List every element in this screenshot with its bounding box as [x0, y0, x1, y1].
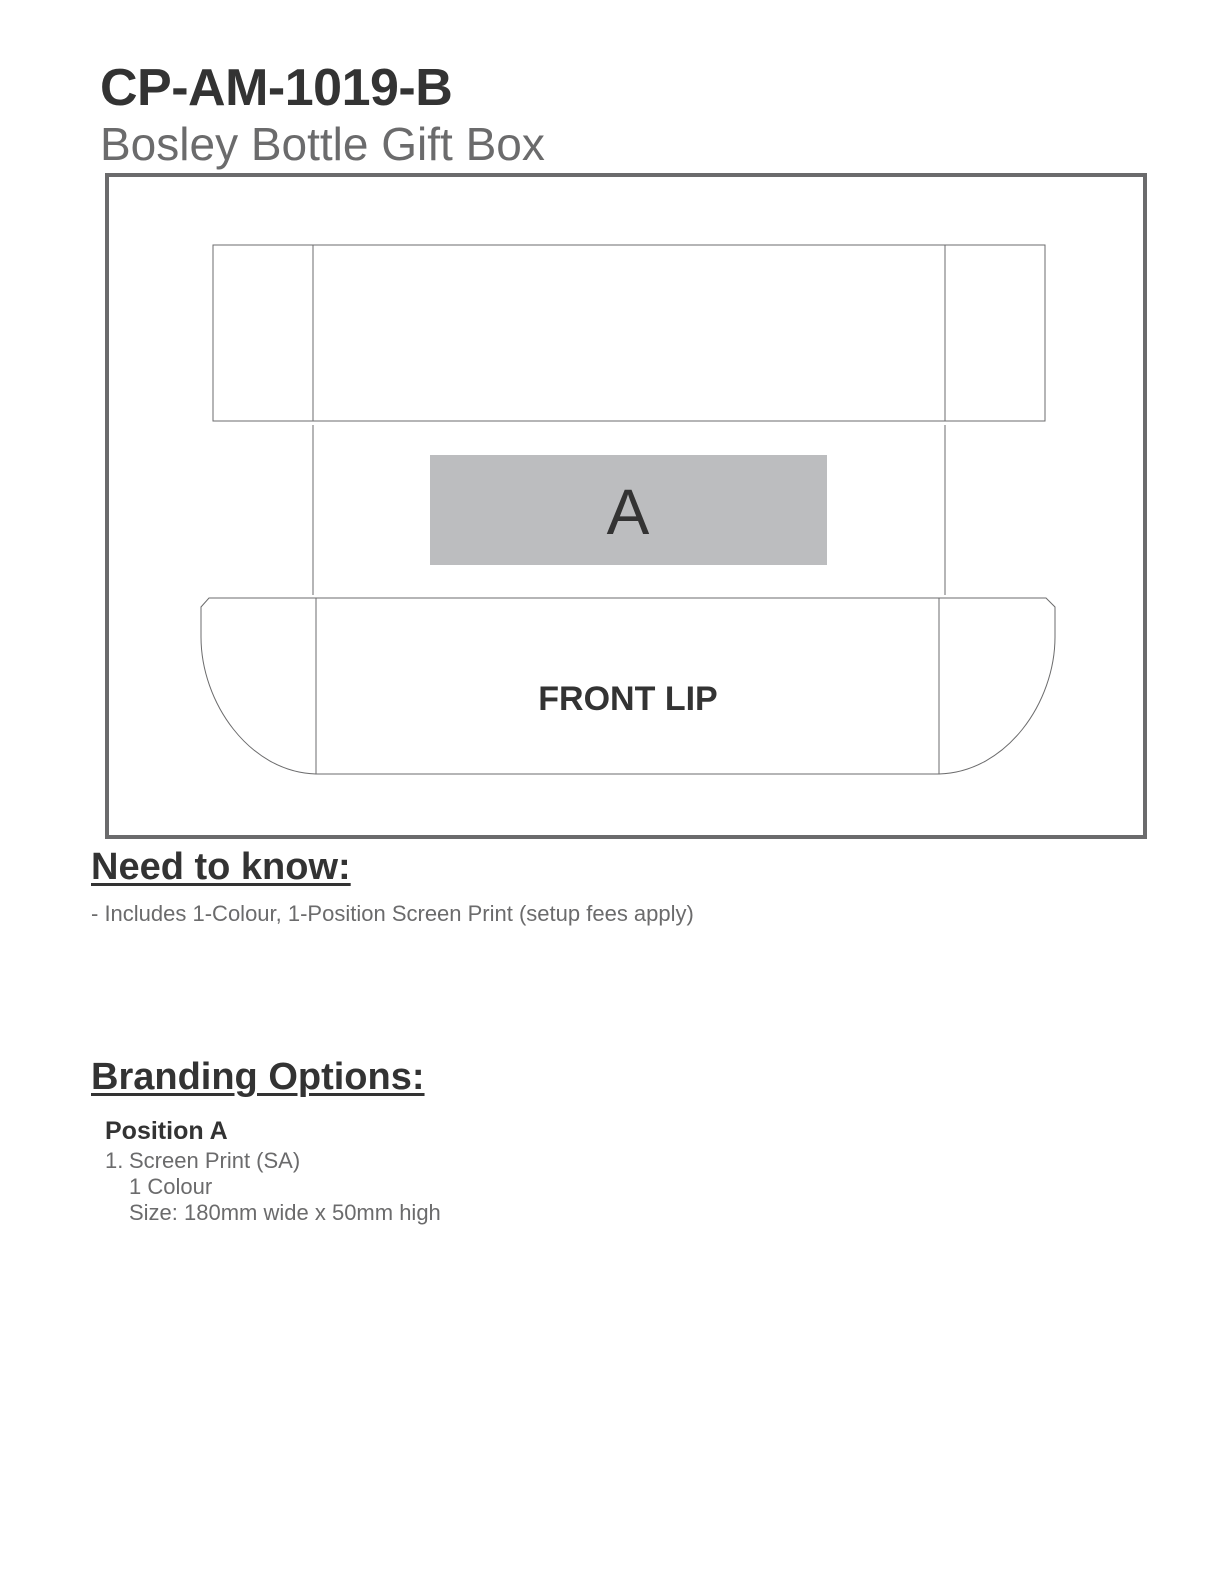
product-name: Bosley Bottle Gift Box	[100, 118, 545, 170]
need-to-know-heading: Need to know:	[91, 846, 351, 888]
branding-option-method-row	[105, 1148, 441, 1174]
option-number: 1.	[105, 1148, 124, 1173]
top-panel	[313, 245, 945, 421]
front-lip-left-flap	[201, 598, 316, 774]
position-a-title: Position A	[105, 1117, 228, 1145]
product-code: CP-AM-1019-B	[100, 59, 453, 117]
option-size: Size: 180mm wide x 50mm high	[129, 1200, 441, 1225]
need-to-know-item: - Includes 1-Colour, 1-Position Screen Print (setup fees apply)	[91, 901, 694, 926]
print-area-label: A	[606, 476, 650, 548]
option-method: Screen Print (SA)	[129, 1148, 301, 1173]
dieline-drawing	[109, 177, 1143, 835]
front-lip-label: FRONT LIP	[538, 680, 718, 718]
branding-option-list	[105, 1148, 441, 1226]
top-left-flap	[213, 245, 313, 421]
top-right-flap	[945, 245, 1045, 421]
option-colours: 1 Colour	[129, 1174, 213, 1199]
front-lip-right-flap	[939, 598, 1055, 774]
branding-options-heading: Branding Options:	[91, 1056, 425, 1098]
template-frame	[105, 173, 1147, 839]
